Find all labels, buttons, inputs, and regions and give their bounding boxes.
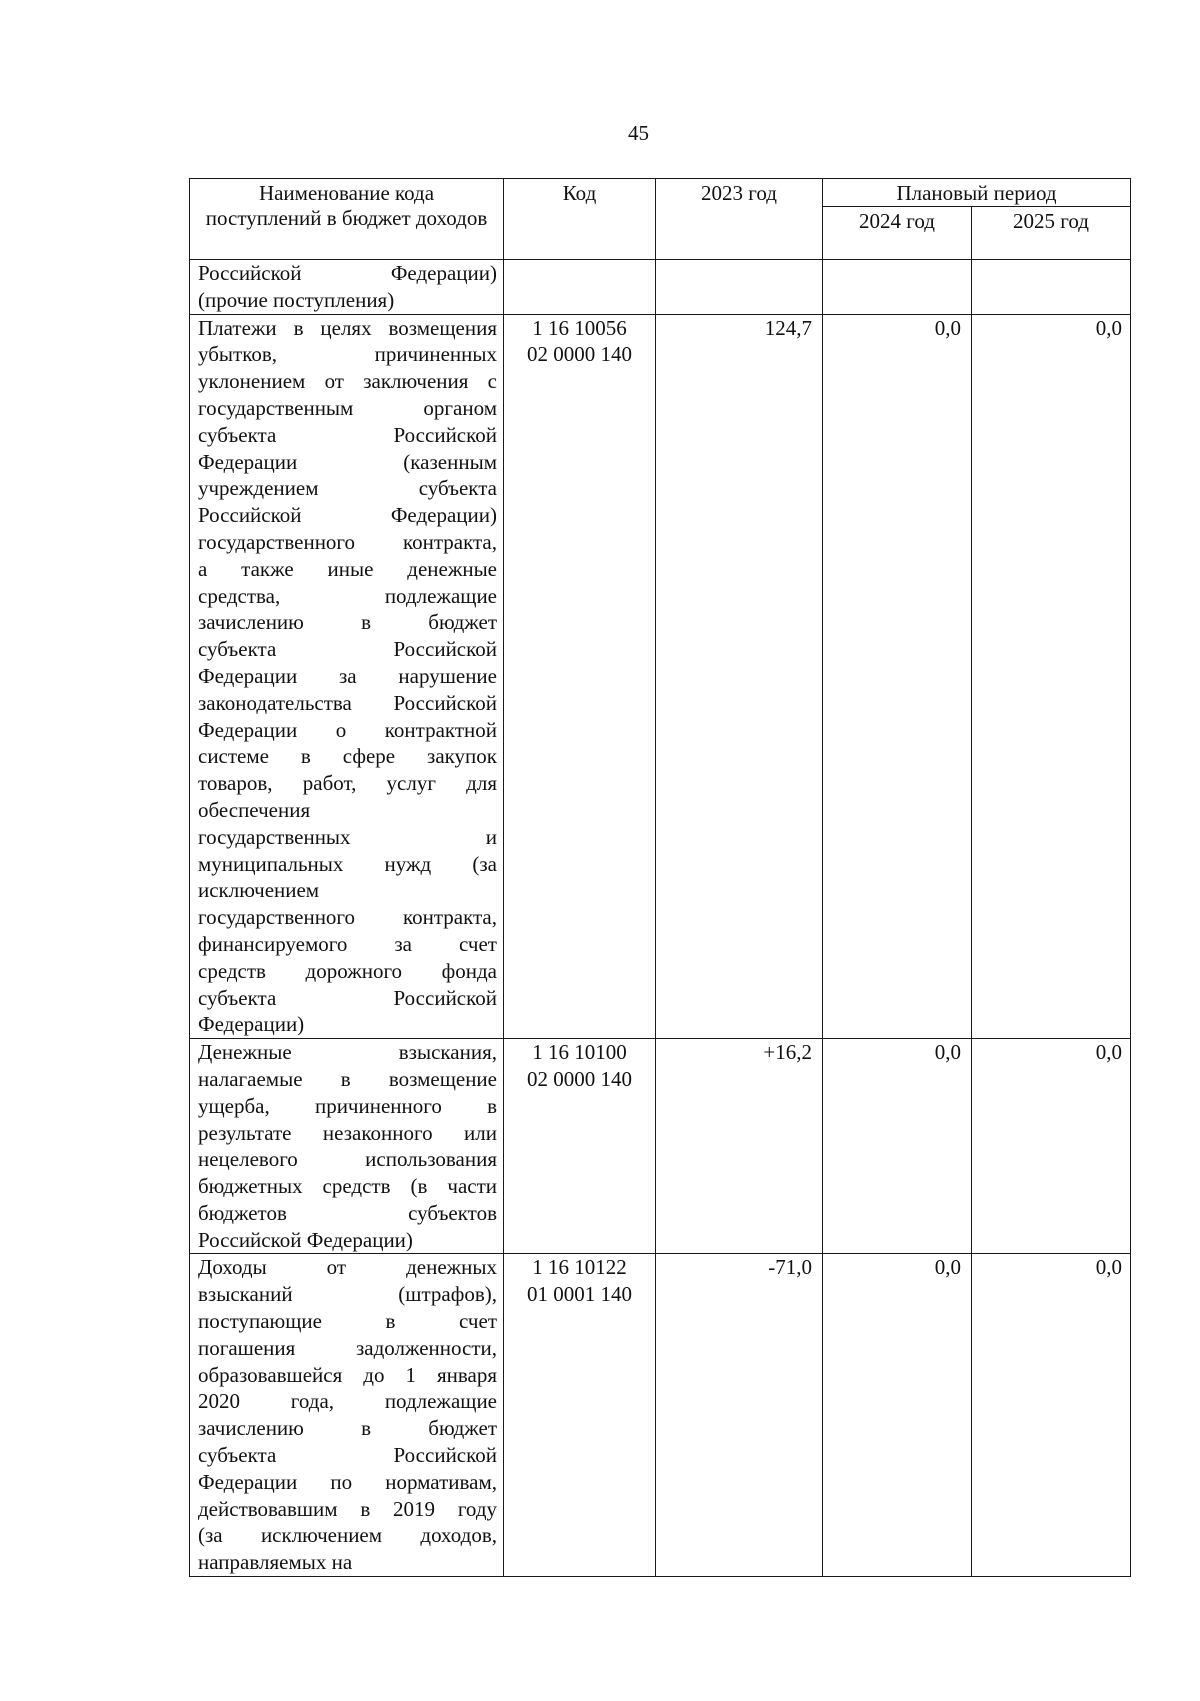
revenue-name-line: субъекта Российской	[198, 985, 497, 1010]
header-code-col: Код	[504, 179, 656, 260]
revenue-code-line: 1 16 10122	[532, 1255, 627, 1280]
revenue-name-line: Российской Федерации)	[198, 503, 497, 528]
revenue-name-line: субъекта Российской	[198, 422, 497, 447]
revenue-name-line: Федерации по нормативам,	[198, 1469, 497, 1494]
header-planned-period: Плановый период	[823, 179, 1131, 207]
header-2023-col: 2023 год	[656, 179, 823, 260]
table-row	[190, 1039, 1131, 1254]
revenue-name-line: субъекта Российской	[198, 637, 497, 662]
header-2025-col: 2025 год	[972, 207, 1131, 260]
revenue-name-line: средств дорожного фонда	[198, 958, 497, 983]
revenue-name-line: системе в сфере закупок	[198, 744, 497, 769]
revenue-name-line: обеспечения	[198, 797, 311, 822]
revenue-name-line: бюджетных средств (в части	[198, 1174, 497, 1199]
table-row	[190, 314, 1131, 1039]
revenue-name-line: государственного контракта,	[198, 905, 497, 930]
revenue-code-cell	[504, 260, 656, 315]
revenue-name-line: муниципальных нужд (за	[198, 851, 497, 876]
value-2023-cell: 124,7	[656, 314, 823, 1039]
revenue-name-line: ущерба, причиненного в	[198, 1093, 497, 1118]
revenue-name-line: Денежные взыскания,	[198, 1040, 497, 1065]
revenue-name-line: товаров, работ, услуг для	[198, 771, 497, 796]
revenue-name-line: зачислению в бюджет	[198, 1416, 497, 1441]
revenue-name-line: налагаемые в возмещение	[198, 1066, 497, 1091]
revenue-name-line: уклонением от заключения с	[198, 369, 497, 394]
revenue-name-line: Федерации (казенным	[198, 449, 497, 474]
value-2024-cell	[823, 260, 972, 315]
revenue-name-line: учреждением субъекта	[198, 476, 497, 501]
header-name-col: Наименование кода поступлений в бюджет доходов	[190, 179, 504, 260]
revenue-name-line: Федерации за нарушение	[198, 663, 497, 688]
revenue-name-cell	[190, 314, 504, 1039]
revenue-name-line: а также иные денежные	[198, 556, 497, 581]
revenue-name-line: образовавшейся до 1 января	[198, 1362, 497, 1387]
value-2024-cell: 0,0	[823, 1254, 972, 1577]
revenue-name-line: взысканий (штрафов),	[198, 1282, 497, 1307]
revenue-name-line: государственного контракта,	[198, 529, 497, 554]
revenue-name-line: результате незаконного или	[198, 1120, 497, 1145]
revenue-code-line: 01 0001 140	[527, 1282, 632, 1307]
revenue-name-line: Федерации)	[198, 1012, 305, 1037]
revenue-code-cell	[504, 314, 656, 1039]
revenue-table	[189, 178, 1131, 1577]
value-2025-cell: 0,0	[972, 1039, 1131, 1254]
revenue-name-cell	[190, 260, 504, 315]
revenue-name-line: средства, подлежащие	[198, 583, 497, 608]
header-2024-col: 2024 год	[823, 207, 972, 260]
revenue-name-line: финансируемого за счет	[198, 931, 497, 956]
value-2024-cell: 0,0	[823, 314, 972, 1039]
revenue-name-line: Российской Федерации)	[198, 261, 497, 285]
revenue-name-line: исключением	[198, 878, 320, 903]
revenue-name-line: (за исключением доходов,	[198, 1523, 497, 1548]
table-row	[190, 1254, 1131, 1577]
revenue-name-cell	[190, 1039, 504, 1254]
page-number: 45	[628, 121, 649, 145]
revenue-name-line: государственным органом	[198, 395, 497, 420]
value-2023-cell: +16,2	[656, 1039, 823, 1254]
header-row	[190, 179, 1131, 207]
revenue-name-line: нецелевого использования	[198, 1147, 497, 1172]
value-2023-cell: -71,0	[656, 1254, 823, 1577]
revenue-code-line: 02 0000 140	[527, 342, 632, 367]
revenue-code-line: 1 16 10100	[532, 1040, 627, 1065]
value-2024-cell: 0,0	[823, 1039, 972, 1254]
revenue-name-line: убытков, причиненных	[198, 342, 497, 367]
value-2025-cell: 0,0	[972, 1254, 1131, 1577]
revenue-name-line: законодательства Российской	[198, 690, 497, 715]
revenue-code-cell	[504, 1254, 656, 1577]
value-2025-cell: 0,0	[972, 314, 1131, 1039]
revenue-name-line: Российской Федерации)	[198, 1227, 413, 1252]
revenue-name-line: бюджетов субъектов	[198, 1200, 497, 1225]
revenue-name-line: Доходы от денежных	[198, 1255, 497, 1280]
revenue-name-line: (прочие поступления)	[198, 287, 395, 312]
revenue-code-line: 02 0000 140	[527, 1066, 632, 1091]
revenue-name-line: действовавшим в 2019 году	[198, 1496, 497, 1521]
revenue-name-line: погашения задолженности,	[198, 1335, 497, 1360]
revenue-name-line: поступающие в счет	[198, 1309, 497, 1334]
revenue-name-line: Федерации о контрактной	[198, 717, 497, 742]
value-2023-cell	[656, 260, 823, 315]
revenue-code-cell	[504, 1039, 656, 1254]
revenue-name-cell	[190, 1254, 504, 1577]
revenue-name-line: зачислению в бюджет	[198, 610, 497, 635]
table-row	[190, 260, 1131, 315]
revenue-name-line: Платежи в целях возмещения	[198, 315, 497, 340]
revenue-code-line: 1 16 10056	[532, 315, 627, 340]
revenue-name-line: направляемых на	[198, 1550, 353, 1575]
revenue-name-line: государственных и	[198, 824, 497, 849]
revenue-name-line: 2020 года, подлежащие	[198, 1389, 497, 1414]
revenue-name-line: субъекта Российской	[198, 1443, 497, 1468]
value-2025-cell	[972, 260, 1131, 315]
